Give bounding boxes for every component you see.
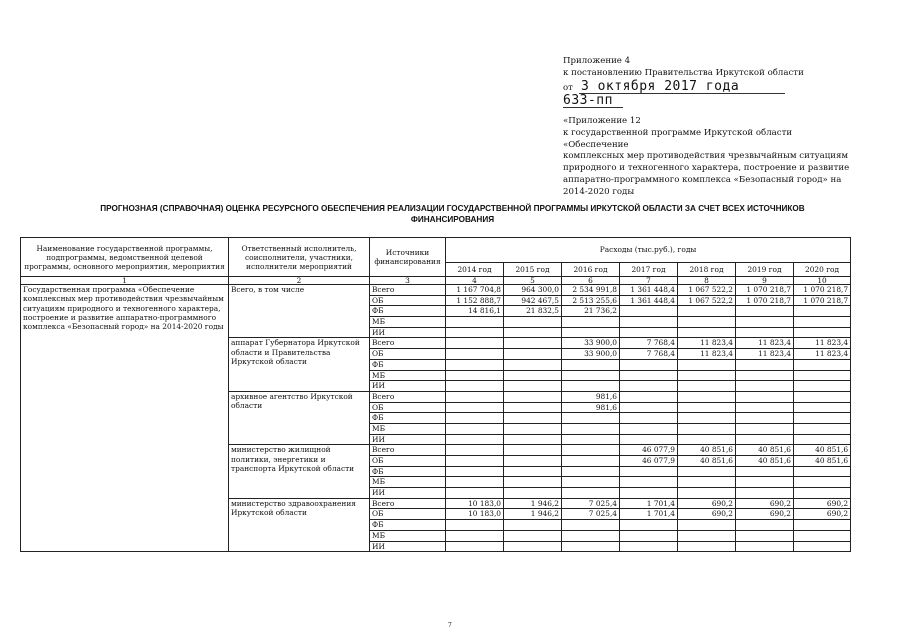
value-cell <box>562 434 620 445</box>
value-cell <box>446 456 504 467</box>
value-cell <box>678 434 736 445</box>
annex12-line: 2014-2020 годы <box>563 186 635 197</box>
header-year: 2016 год <box>562 262 620 276</box>
value-cell <box>446 488 504 499</box>
date-prefix: от <box>563 82 573 93</box>
decree-date: 3 октября 2017 года <box>579 80 785 94</box>
value-cell <box>504 327 562 338</box>
annex-header <box>563 56 863 109</box>
value-cell: 11 823,4 <box>794 338 851 349</box>
value-cell <box>504 520 562 531</box>
value-cell: 981,6 <box>562 402 620 413</box>
source-cell: ФБ <box>370 520 446 531</box>
value-cell <box>794 520 851 531</box>
header-year: 2017 год <box>620 262 678 276</box>
value-cell: 942 467,5 <box>504 295 562 306</box>
table-row <box>21 285 851 296</box>
program-name-cell: Государственная программа «Обеспечение комплексных мер противодействия чрезвычайным ситуациям природного и техногенного характера, построение и развитие аппаратно-программного комплекса «Безопасный город» на 2014-2020 годы <box>21 285 229 552</box>
value-cell <box>794 413 851 424</box>
value-cell <box>620 413 678 424</box>
value-cell: 690,2 <box>794 509 851 520</box>
value-cell <box>446 359 504 370</box>
value-cell <box>446 541 504 552</box>
value-cell <box>794 381 851 392</box>
value-cell <box>620 434 678 445</box>
value-cell <box>794 359 851 370</box>
value-cell <box>446 423 504 434</box>
annex-date-line <box>563 80 863 94</box>
source-cell: МБ <box>370 370 446 381</box>
value-cell <box>446 338 504 349</box>
value-cell <box>504 359 562 370</box>
value-cell: 11 823,4 <box>736 338 794 349</box>
value-cell: 33 900,0 <box>562 349 620 360</box>
value-cell <box>446 327 504 338</box>
value-cell: 7 025,4 <box>562 509 620 520</box>
column-index: 6 <box>562 277 620 285</box>
column-index: 3 <box>370 277 446 285</box>
value-cell: 7 768,4 <box>620 349 678 360</box>
value-cell <box>736 530 794 541</box>
annex12-line: природного и техногенного характера, построение и развитие <box>563 163 850 174</box>
value-cell: 14 816,1 <box>446 306 504 317</box>
source-cell: ОБ <box>370 456 446 467</box>
source-cell: ОБ <box>370 295 446 306</box>
value-cell <box>504 317 562 328</box>
executor-cell: Всего, в том числе <box>229 285 370 338</box>
value-cell <box>446 391 504 402</box>
value-cell <box>736 381 794 392</box>
value-cell <box>446 445 504 456</box>
value-cell <box>562 488 620 499</box>
value-cell: 11 823,4 <box>794 349 851 360</box>
value-cell <box>678 381 736 392</box>
value-cell <box>446 317 504 328</box>
value-cell <box>620 359 678 370</box>
value-cell <box>446 466 504 477</box>
value-cell: 40 851,6 <box>736 445 794 456</box>
value-cell <box>736 327 794 338</box>
value-cell <box>562 541 620 552</box>
value-cell: 7 025,4 <box>562 498 620 509</box>
resource-table <box>20 237 851 552</box>
value-cell <box>504 466 562 477</box>
value-cell <box>678 530 736 541</box>
value-cell <box>794 466 851 477</box>
value-cell <box>678 306 736 317</box>
value-cell <box>678 317 736 328</box>
value-cell <box>736 466 794 477</box>
value-cell <box>736 391 794 402</box>
annex12-line: аппаратно-программного комплекса «Безопасный город» на <box>563 174 842 185</box>
source-cell: Всего <box>370 391 446 402</box>
value-cell <box>620 306 678 317</box>
value-cell: 1 946,2 <box>504 498 562 509</box>
source-cell: ИИ <box>370 434 446 445</box>
value-cell <box>736 488 794 499</box>
value-cell <box>678 359 736 370</box>
value-cell <box>620 477 678 488</box>
value-cell <box>504 423 562 434</box>
value-cell <box>794 306 851 317</box>
value-cell <box>620 327 678 338</box>
value-cell <box>678 477 736 488</box>
source-cell: МБ <box>370 423 446 434</box>
value-cell <box>736 423 794 434</box>
source-cell: ОБ <box>370 509 446 520</box>
value-cell <box>620 402 678 413</box>
header-source: Источники финансирования <box>370 238 446 277</box>
value-cell <box>562 423 620 434</box>
source-cell: Всего <box>370 498 446 509</box>
document-title <box>20 203 885 225</box>
value-cell: 40 851,6 <box>736 456 794 467</box>
value-cell: 11 823,4 <box>678 349 736 360</box>
value-cell: 40 851,6 <box>794 456 851 467</box>
value-cell: 2 534 991,8 <box>562 285 620 296</box>
header-year: 2018 год <box>678 262 736 276</box>
title-line: ПРОГНОЗНАЯ (СПРАВОЧНАЯ) ОЦЕНКА РЕСУРСНОГО ОБЕСПЕЧЕНИЯ РЕАЛИЗАЦИИ ГОСУДАРСТВЕННОЙ ПРОГРАММЫ ИРКУТСКОЙ ОБЛАСТИ ЗА СЧЕТ ВСЕХ ИСТОЧНИКОВ <box>100 204 805 213</box>
value-cell <box>504 530 562 541</box>
source-cell: ФБ <box>370 413 446 424</box>
executor-cell: министерство здравоохранения Иркутской области <box>229 498 370 551</box>
header-index-row <box>21 277 851 285</box>
source-cell: ИИ <box>370 541 446 552</box>
value-cell <box>736 477 794 488</box>
column-index: 10 <box>794 277 851 285</box>
value-cell <box>562 370 620 381</box>
value-cell <box>620 520 678 531</box>
value-cell: 1 067 522,2 <box>678 285 736 296</box>
value-cell <box>736 370 794 381</box>
value-cell <box>794 327 851 338</box>
value-cell: 10 183,0 <box>446 509 504 520</box>
value-cell: 1 070 218,7 <box>794 295 851 306</box>
column-index: 5 <box>504 277 562 285</box>
value-cell <box>736 306 794 317</box>
value-cell <box>504 541 562 552</box>
value-cell: 1 701,4 <box>620 509 678 520</box>
value-cell: 690,2 <box>678 498 736 509</box>
source-cell: ФБ <box>370 359 446 370</box>
value-cell <box>620 466 678 477</box>
value-cell <box>446 349 504 360</box>
value-cell: 46 077,9 <box>620 456 678 467</box>
value-cell: 1 070 218,7 <box>736 295 794 306</box>
value-cell <box>562 456 620 467</box>
value-cell <box>736 434 794 445</box>
value-cell: 21 736,2 <box>562 306 620 317</box>
source-cell: МБ <box>370 317 446 328</box>
value-cell <box>562 477 620 488</box>
value-cell <box>794 391 851 402</box>
source-cell: Всего <box>370 338 446 349</box>
value-cell <box>620 391 678 402</box>
value-cell <box>794 402 851 413</box>
annex-decree: к постановлению Правительства Иркутской области <box>563 67 804 78</box>
value-cell <box>446 477 504 488</box>
value-cell <box>620 381 678 392</box>
value-cell <box>562 520 620 531</box>
value-cell <box>678 413 736 424</box>
column-index: 1 <box>21 277 229 285</box>
header-expenses: Расходы (тыс.руб.), годы <box>446 238 851 263</box>
value-cell <box>446 413 504 424</box>
value-cell: 1 361 448,4 <box>620 295 678 306</box>
value-cell <box>736 402 794 413</box>
value-cell <box>736 317 794 328</box>
value-cell <box>562 381 620 392</box>
value-cell: 1 701,4 <box>620 498 678 509</box>
value-cell: 690,2 <box>794 498 851 509</box>
value-cell: 33 900,0 <box>562 338 620 349</box>
value-cell <box>504 456 562 467</box>
value-cell <box>446 370 504 381</box>
value-cell <box>736 520 794 531</box>
value-cell <box>504 349 562 360</box>
value-cell: 981,6 <box>562 391 620 402</box>
source-cell: ФБ <box>370 306 446 317</box>
annex-number-line <box>563 94 863 109</box>
source-cell: МБ <box>370 477 446 488</box>
value-cell <box>446 434 504 445</box>
value-cell <box>504 445 562 456</box>
value-cell: 690,2 <box>736 509 794 520</box>
value-cell <box>562 445 620 456</box>
column-index: 7 <box>620 277 678 285</box>
value-cell: 40 851,6 <box>678 445 736 456</box>
value-cell: 1 070 218,7 <box>794 285 851 296</box>
value-cell: 1 070 218,7 <box>736 285 794 296</box>
value-cell <box>678 541 736 552</box>
value-cell: 1 167 704,8 <box>446 285 504 296</box>
executor-cell: архивное агентство Иркутской области <box>229 391 370 444</box>
column-index: 4 <box>446 277 504 285</box>
value-cell: 11 823,4 <box>736 349 794 360</box>
header-executor: Ответственный исполнитель, соисполнители, участники, исполнители мероприятий <box>229 238 370 277</box>
value-cell <box>620 530 678 541</box>
value-cell <box>678 327 736 338</box>
value-cell <box>504 370 562 381</box>
value-cell <box>562 317 620 328</box>
value-cell: 964 300,0 <box>504 285 562 296</box>
value-cell: 1 946,2 <box>504 509 562 520</box>
value-cell <box>446 381 504 392</box>
executor-cell: аппарат Губернатора Иркутской области и Правительства Иркутской области <box>229 338 370 391</box>
value-cell <box>446 402 504 413</box>
executor-cell: министерство жилищной политики, энергетики и транспорта Иркутской области <box>229 445 370 498</box>
value-cell <box>504 402 562 413</box>
decree-number: 633-пп <box>563 94 623 108</box>
source-cell: МБ <box>370 530 446 541</box>
value-cell: 1 152 888,7 <box>446 295 504 306</box>
value-cell <box>620 488 678 499</box>
value-cell: 690,2 <box>736 498 794 509</box>
value-cell <box>504 488 562 499</box>
value-cell <box>678 423 736 434</box>
value-cell <box>562 413 620 424</box>
value-cell <box>620 423 678 434</box>
source-cell: ИИ <box>370 488 446 499</box>
value-cell <box>794 530 851 541</box>
source-cell: ОБ <box>370 402 446 413</box>
value-cell <box>678 370 736 381</box>
annex-label: Приложение 4 <box>563 56 631 66</box>
value-cell <box>562 466 620 477</box>
value-cell <box>794 434 851 445</box>
column-index: 2 <box>229 277 370 285</box>
value-cell: 7 768,4 <box>620 338 678 349</box>
value-cell <box>794 541 851 552</box>
value-cell <box>446 530 504 541</box>
value-cell: 2 513 255,6 <box>562 295 620 306</box>
source-cell: Всего <box>370 285 446 296</box>
value-cell: 40 851,6 <box>678 456 736 467</box>
value-cell: 46 077,9 <box>620 445 678 456</box>
source-cell: ИИ <box>370 327 446 338</box>
column-index: 8 <box>678 277 736 285</box>
header-year: 2015 год <box>504 262 562 276</box>
source-cell: Всего <box>370 445 446 456</box>
value-cell <box>562 530 620 541</box>
value-cell <box>504 434 562 445</box>
value-cell <box>736 541 794 552</box>
value-cell <box>562 359 620 370</box>
value-cell: 1 361 448,4 <box>620 285 678 296</box>
value-cell <box>678 466 736 477</box>
value-cell <box>736 359 794 370</box>
annex12-header <box>563 116 853 199</box>
value-cell <box>794 370 851 381</box>
annex12-line: к государственной программе Иркутской области «Обеспечение <box>563 127 793 150</box>
value-cell: 11 823,4 <box>678 338 736 349</box>
value-cell <box>504 381 562 392</box>
value-cell: 690,2 <box>678 509 736 520</box>
value-cell <box>794 423 851 434</box>
value-cell <box>678 488 736 499</box>
value-cell <box>794 477 851 488</box>
value-cell <box>794 488 851 499</box>
value-cell <box>504 477 562 488</box>
source-cell: ИИ <box>370 381 446 392</box>
value-cell <box>794 317 851 328</box>
value-cell <box>562 327 620 338</box>
header-year: 2014 год <box>446 262 504 276</box>
source-cell: ОБ <box>370 349 446 360</box>
header-program: Наименование государственной программы, подпрограммы, ведомственной целевой программы, основного мероприятия, мероприятия <box>21 238 229 277</box>
value-cell <box>504 338 562 349</box>
value-cell <box>620 370 678 381</box>
value-cell <box>620 541 678 552</box>
header-year: 2019 год <box>736 262 794 276</box>
page-number: 7 <box>448 622 452 629</box>
source-cell: ФБ <box>370 466 446 477</box>
annex12-line: «Приложение 12 <box>563 116 641 126</box>
value-cell: 40 851,6 <box>794 445 851 456</box>
value-cell <box>446 520 504 531</box>
column-index: 9 <box>736 277 794 285</box>
value-cell <box>620 317 678 328</box>
header-year: 2020 год <box>794 262 851 276</box>
value-cell: 1 067 522,2 <box>678 295 736 306</box>
value-cell: 10 183,0 <box>446 498 504 509</box>
value-cell <box>678 402 736 413</box>
value-cell <box>678 520 736 531</box>
value-cell <box>504 391 562 402</box>
value-cell <box>678 391 736 402</box>
table-body <box>21 285 851 552</box>
value-cell <box>736 413 794 424</box>
value-cell <box>504 413 562 424</box>
title-line: ФИНАНСИРОВАНИЯ <box>410 215 495 224</box>
annex12-line: комплексных мер противодействия чрезвычайным ситуациям <box>563 151 849 162</box>
value-cell: 21 832,5 <box>504 306 562 317</box>
